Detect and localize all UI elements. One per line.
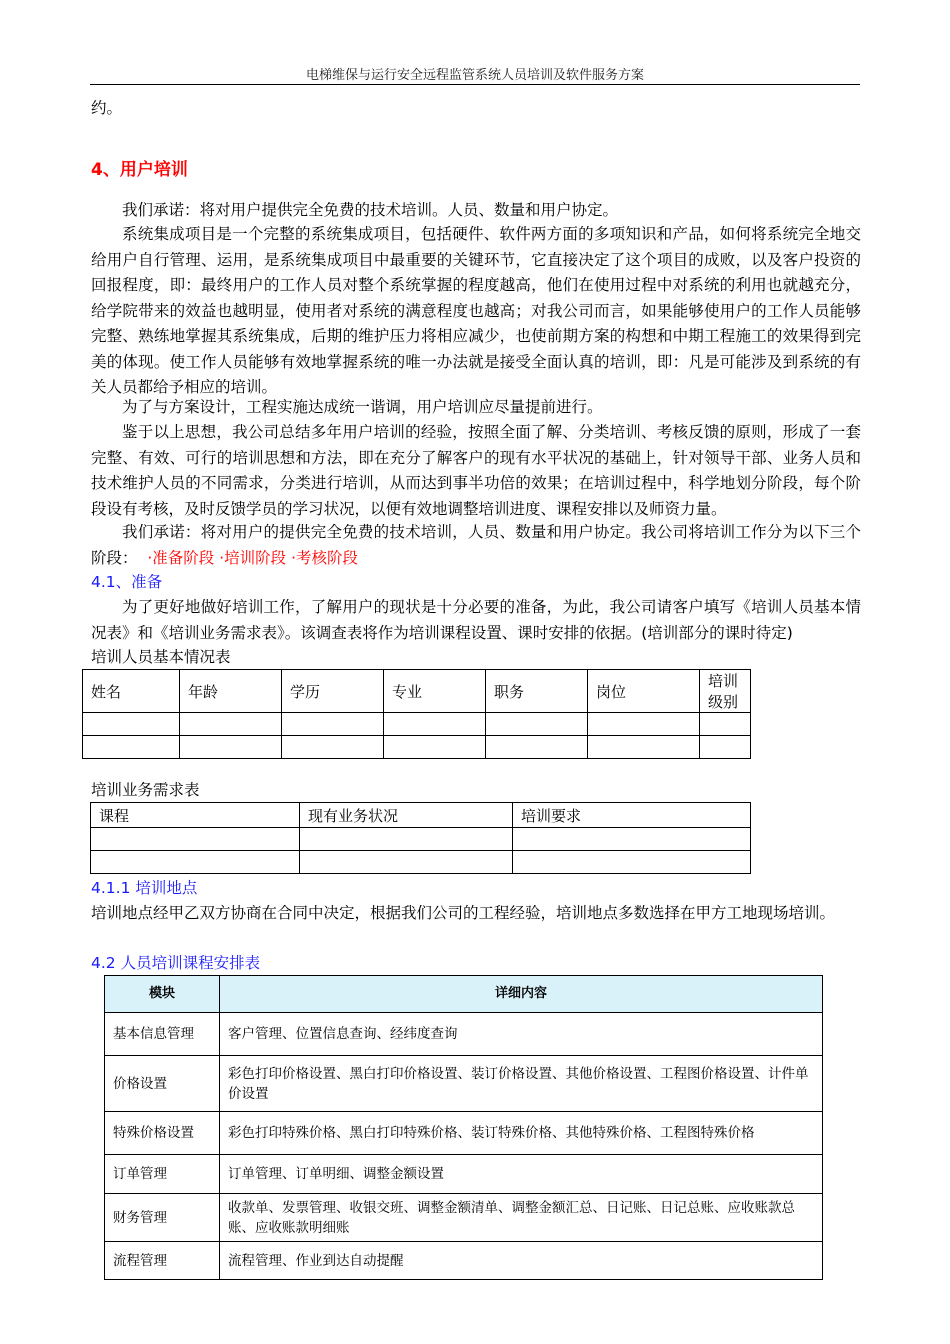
business-needs-table [90, 802, 751, 874]
detail-cell: 订单管理、订单明细、调整金额设置 [220, 1155, 823, 1194]
detail-cell: 客户管理、位置信息查询、经纬度查询 [220, 1013, 823, 1056]
table-row [91, 851, 751, 874]
table-row [91, 828, 751, 851]
module-cell: 特殊价格设置 [105, 1112, 220, 1155]
table-row [105, 1112, 823, 1155]
table-row [83, 713, 751, 736]
module-cell: 价格设置 [105, 1056, 220, 1112]
module-cell: 财务管理 [105, 1194, 220, 1242]
personnel-info-table [82, 669, 751, 759]
table-header-cell: 课程 [91, 803, 300, 828]
detail-cell: 彩色打印特殊价格、黑白打印特殊价格、装订特殊价格、其他特殊价格、工程图特殊价格 [220, 1112, 823, 1155]
module-cell: 订单管理 [105, 1155, 220, 1194]
table-header-row [105, 976, 823, 1013]
table-header-cell: 岗位 [588, 670, 700, 713]
paragraph-stages [91, 520, 861, 571]
table1-caption: 培训人员基本情况表 [91, 648, 231, 666]
detail-cell: 收款单、发票管理、收银交班、调整金额清单、调整金额汇总、日记账、日记总账、应收账款总账、应收账款明细账 [220, 1194, 823, 1242]
table-header-cell: 专业 [384, 670, 486, 713]
table-header-cell: 职务 [486, 670, 588, 713]
stages-intro: 我们承诺：将对用户的提供完全免费的技术培训，人员、数量和用户协定。我公司将培训工作分为以下三个阶段： [91, 523, 861, 567]
table-row [105, 1056, 823, 1112]
section-4-1-title: 4.1、准备 [91, 573, 163, 591]
module-cell: 基本信息管理 [105, 1013, 220, 1056]
paragraph-early-training: 为了与方案设计，工程实施达成统一谐调，用户培训应尽量提前进行。 [122, 398, 603, 416]
paragraph-training-method: 鉴于以上思想，我公司总结多年用户培训的经验，按照全面了解、分类培训、考核反馈的原则，形成了一套完整、有效、可行的培训思想和方法，即在充分了解客户的现有水平状况的基础上，针对领导干部、业务人员和技术维护人员的不同需求，分类进行培训，从而达到事半功倍的效果；在培训过程中，科学地划分阶段，每个阶段设有考核，及时反馈学员的学习状况，以便有效地调整培训进度、课程安排以及师资力量。 [91, 423, 861, 518]
table-header-cell: 现有业务状况 [300, 803, 513, 828]
table-header-cell: 学历 [282, 670, 384, 713]
table-row [105, 1242, 823, 1280]
table-header-cell: 姓名 [83, 670, 180, 713]
section-4-2-title: 4.2 人员培训课程安排表 [91, 954, 261, 972]
paragraph-preparation: 为了更好地做好培训工作，了解用户的现状是十分必要的准备，为此，我公司请客户填写《培训人员基本情况表》和《培训业务需求表》。该调查表将作为培训课程设置、课时安排的依据。(培训部分的课时待定) [91, 598, 861, 642]
table-header-cell: 详细内容 [220, 976, 823, 1013]
stages-list: ·准备阶段 ·培训阶段 ·考核阶段 [147, 548, 359, 567]
section-4-title: 4、用户培训 [91, 160, 188, 180]
paragraph-promise: 我们承诺：将对用户提供完全免费的技术培训。人员、数量和用户协定。 [122, 201, 619, 219]
paragraph-location: 培训地点经甲乙双方协商在合同中决定，根据我们公司的工程经验，培训地点多数选择在甲方工地现场培训。 [91, 904, 836, 922]
course-schedule-table [104, 975, 823, 1280]
table-header-row [83, 670, 751, 713]
table-header-cell: 培训要求 [513, 803, 751, 828]
table-header-cell: 模块 [105, 976, 220, 1013]
continued-text: 约。 [91, 99, 123, 117]
table-row [105, 1194, 823, 1242]
table-row [105, 1155, 823, 1194]
detail-cell: 彩色打印价格设置、黑白打印价格设置、装订价格设置、其他价格设置、工程图价格设置、计件单价设置 [220, 1056, 823, 1112]
table-row [83, 736, 751, 759]
module-cell: 流程管理 [105, 1242, 220, 1280]
table-header-row [91, 803, 751, 828]
table-header-cell: 培训级别 [700, 670, 751, 713]
table-row [105, 1013, 823, 1056]
table-header-cell: 年龄 [180, 670, 282, 713]
paragraph-system-integration: 系统集成项目是一个完整的系统集成项目，包括硬件、软件两方面的多项知识和产品，如何将系统完全地交给用户自行管理、运用，是系统集成项目中最重要的关键环节，它直接决定了这个项目的成败，以及客户投资的回报程度，即：最终用户的工作人员对整个系统掌握的程度越高，他们在使用过程中对系统的利用也就越充分，给学院带来的效益也越明显，使用者对系统的满意程度也越高；对我公司而言，如果能够使用户的工作人员能够完整、熟练地掌握其系统集成，后期的维护压力将相应减少，也使前期方案的构想和中期工程施工的效果得到完美的体现。使工作人员能够有效地掌握系统的唯一办法就是接受全面认真的培训，即：凡是可能涉及到系统的有关人员都给予相应的培训。 [91, 225, 861, 396]
table2-caption: 培训业务需求表 [91, 781, 200, 799]
page-header: 电梯维保与运行安全远程监管系统人员培训及软件服务方案 [305, 68, 644, 83]
detail-cell: 流程管理、作业到达自动提醒 [220, 1242, 823, 1280]
section-4-1-1-title: 4.1.1 培训地点 [91, 879, 198, 897]
header-rule [90, 84, 860, 85]
